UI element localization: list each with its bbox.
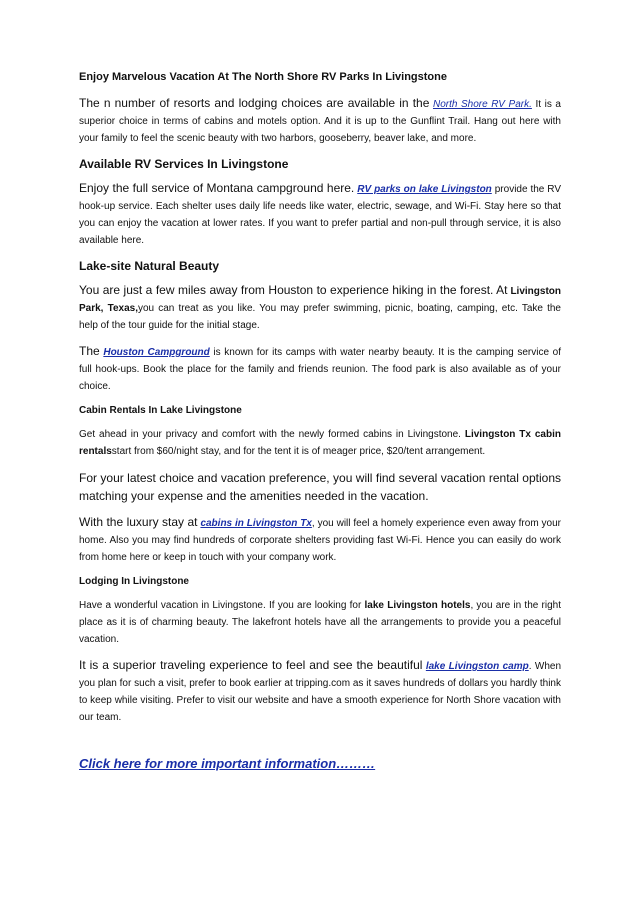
paragraph-lake-site [79, 282, 561, 334]
intro-lead: The n number of resorts and lodging choices are available in the [79, 96, 430, 110]
lake-livingston-camp-link[interactable]: lake Livingston camp [425, 661, 529, 672]
luxury-lead: With the luxury stay at [79, 515, 198, 529]
cabins-livingston-link[interactable]: cabins in Livingston Tx [200, 518, 312, 529]
lodging-rest: , you are in the right place as it is of charming beauty. The lakefront hotels have all the arrangements to provide you a peaceful vacation. [79, 600, 562, 645]
lake-site-rest: you can treat as you like. You may prefer swimming, picnic, boating, camping, etc. Take the help of the tour guide for the initial stage. [79, 303, 561, 331]
luxury-rest: , you will feel a homely experience even away from your home. Also you may find hundreds of corporate shelters providing fast Wi-Fi. Hence you can easily do work from home here or keep in touch with your company work. [79, 518, 562, 563]
paragraph-intro [79, 95, 561, 147]
cabin-rentals-bold: Livingston Tx cabin rentals [79, 429, 561, 457]
paragraph-traveling-experience [79, 657, 561, 726]
heading-lodging: Lodging In Livingstone [79, 576, 189, 587]
heading-lake-site: Lake-site Natural Beauty [79, 259, 220, 273]
document-body [79, 70, 561, 735]
rv-parks-link[interactable]: RV parks on lake Livingston [357, 184, 492, 195]
rv-services-lead: Enjoy the full service of Montana campground here. [79, 181, 355, 195]
houston-campground-link[interactable]: Houston Campground [103, 347, 210, 358]
lodging-lead: Have a wonderful vacation in Livingstone. If you are looking for [79, 600, 362, 611]
heading-rv-services: Available RV Services In Livingstone [79, 157, 289, 171]
livingston-park-bold: Livingston Park, Texas, [79, 286, 561, 314]
paragraph-lodging [79, 597, 561, 648]
page-title: Enjoy Marvelous Vacation At The North Shore RV Parks In Livingstone [79, 71, 447, 83]
houston-rest: is known for its camps with water nearby beauty. It is the camping service of full hook-ups. Book the place for the family and friends reunion. The food park is also available as of your choice. [79, 347, 562, 392]
rv-services-rest: provide the RV hook-up service. Each shelter uses daily life needs like water, electric, sewage, and Wi-Fi. Stay here so that you can enjoy the vacation at lower rates. If you want to prefer partial and non-pull through service, it is also available here. [79, 184, 562, 246]
traveling-lead: It is a superior traveling experience to feel and see the beautiful [79, 658, 423, 672]
paragraph-vacation-preference: For your latest choice and vacation preference, you will find several vacation rental options matching your expense and the amenities needed in the vacation. [79, 471, 561, 503]
intro-rest: It is a superior choice in terms of cabins and motels option. And it is up to the Gunflint Trail. Hang out here with your family to feel the scenic beauty with two harbors, gooseberry, beaver lake, and more. [79, 99, 561, 144]
traveling-rest: . When you plan for such a visit, prefer to book earlier at tripping.com as it saves hundreds of dollars you hardly think to keep while visiting. Prefer to visit our website and have a smooth experience for North Shore vacation with our team. [79, 661, 562, 723]
lake-livingston-hotels-bold: lake Livingston hotels [364, 600, 471, 611]
cabin-rest: start from $60/night stay, and for the tent it is of meager price, $20/tent arrangement. [111, 446, 486, 457]
paragraph-rv-services [79, 180, 561, 249]
cabin-lead: Get ahead in your privacy and comfort with the newly formed cabins in Livingstone. [79, 429, 461, 440]
houston-lead: The [79, 344, 100, 358]
lake-site-lead: You are just a few miles away from Houston to experience hiking in the forest. At [79, 283, 508, 297]
paragraph-cabin-rentals [79, 426, 561, 460]
heading-cabin-rentals: Cabin Rentals In Lake Livingstone [79, 405, 242, 416]
paragraph-luxury-stay [79, 514, 561, 566]
paragraph-houston-campground [79, 343, 561, 395]
more-information-link[interactable]: Click here for more important information……… [79, 756, 376, 771]
north-shore-rv-park-link[interactable]: North Shore RV Park. [432, 99, 532, 110]
